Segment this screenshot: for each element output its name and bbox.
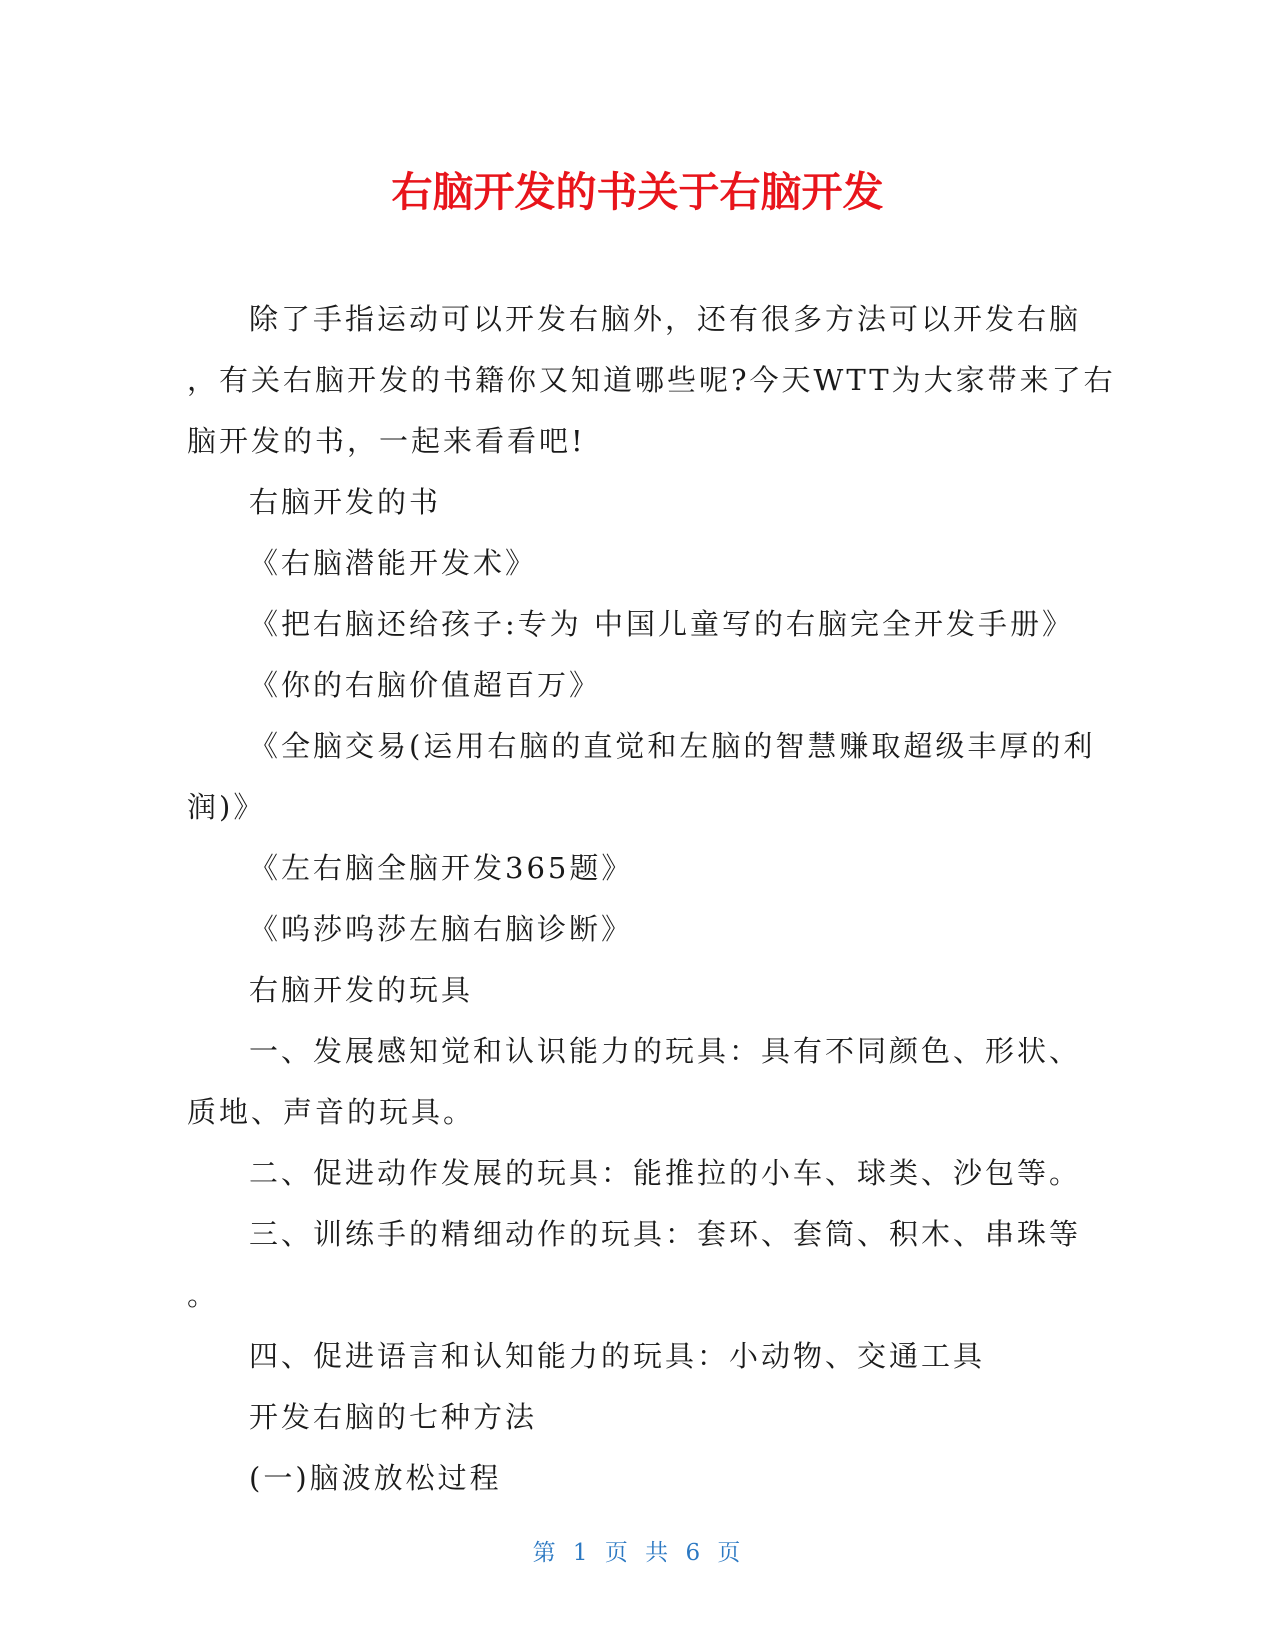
section-heading: 右脑开发的书 [249,485,442,519]
list-item-continued: 质地、声音的玩具。 [187,1095,476,1129]
list-item-continued: 。 [187,1278,220,1312]
paragraph-line: 脑开发的书，一起来看看吧! [187,424,586,458]
list-item: 四、促进语言和认知能力的玩具：小动物、交通工具 [249,1339,986,1373]
page-number-footer: 第 1 页 共 6 页 [532,1540,743,1566]
list-item: 二、促进动作发展的玩具：能推拉的小车、球类、沙包等。 [249,1156,1082,1190]
section-heading: 开发右脑的七种方法 [249,1400,538,1434]
subsection-heading: (一)脑波放松过程 [249,1461,502,1495]
book-title: 《你的右脑价值超百万》 [249,668,602,702]
paragraph-line: 除了手指运动可以开发右脑外，还有很多方法可以开发右脑 [249,302,1082,336]
document-title: 右脑开发的书关于右脑开发 [391,168,884,216]
book-title: 《右脑潜能开发术》 [249,546,538,580]
book-title: 《左右脑全脑开发365题》 [249,851,634,885]
list-item: 一、发展感知觉和认识能力的玩具：具有不同颜色、形状、 [249,1034,1082,1068]
document-body [187,289,1116,1509]
section-heading: 右脑开发的玩具 [249,973,474,1007]
list-item: 三、训练手的精细动作的玩具：套环、套筒、积木、串珠等 [249,1217,1082,1251]
paragraph-line: ，有关右脑开发的书籍你又知道哪些呢?今天WTT为大家带来了右 [187,363,1116,397]
book-title: 《全脑交易(运用右脑的直觉和左脑的智慧赚取超级丰厚的利 [249,729,1096,763]
book-title: 《呜莎呜莎左脑右脑诊断》 [249,912,634,946]
book-title-continued: 润)》 [187,790,266,824]
book-title: 《把右脑还给孩子:专为 中国儿童写的右脑完全开发手册》 [249,607,1074,641]
